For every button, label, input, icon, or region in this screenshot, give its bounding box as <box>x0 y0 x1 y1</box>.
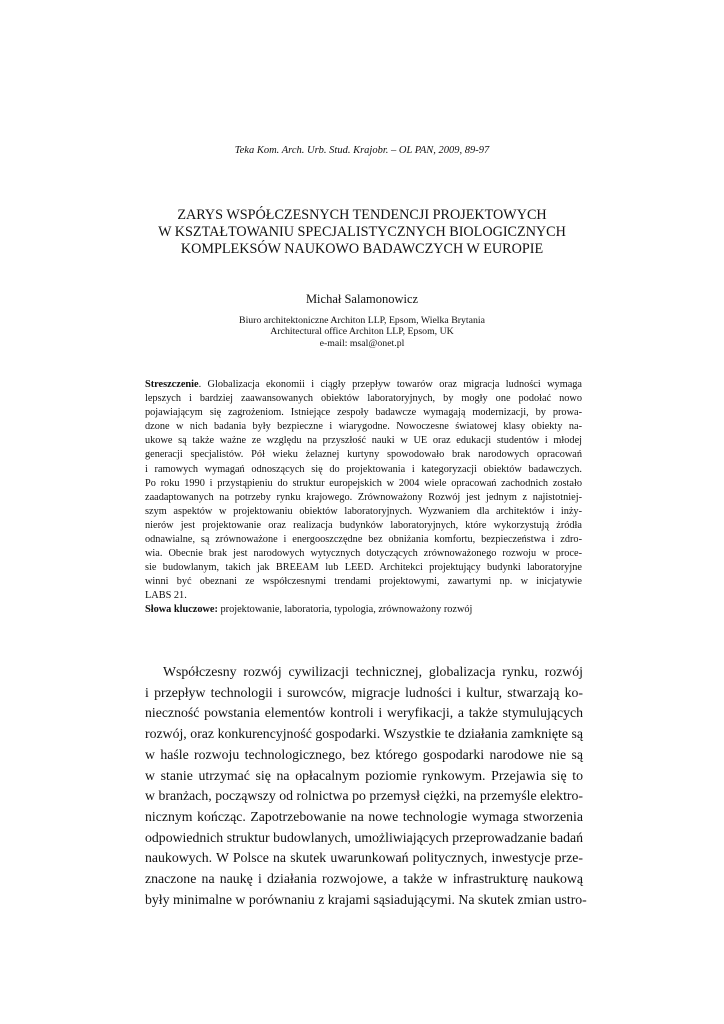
abstract-line: generacji specjalistów. Pół wieku żelaznej kurtyny spowodowało brak narodowych opracowań <box>145 449 582 461</box>
abstract-line <box>145 378 582 392</box>
abstract-line: wia. Obecnie brak jest narodowych wytycznych dotyczących zrównoważonego rozwoju w proce- <box>145 548 582 560</box>
keywords <box>145 603 582 617</box>
body-line: w haśle rozwoju technologicznego, bez którego gospodarki narodowe nie są <box>145 746 583 762</box>
author-affiliation <box>0 315 724 349</box>
body-line: rozwój, oraz konkurencyjność gospodarki. Wszystkie te działania zamknięte są <box>145 726 583 742</box>
abstract-line-text: . Globalizacja ekonomii i ciągły przepływ towarów oraz migracja ludności wymaga <box>198 379 582 390</box>
affiliation-line: Architectural office Architon LLP, Epsom, UK <box>270 326 454 338</box>
abstract-line: lepszych i bardziej zaawansowanych obiektów laboratoryjnych, by mogły one podołać nowo <box>145 393 582 405</box>
abstract-label: Streszczenie <box>145 379 199 390</box>
abstract-line: pojawiającym się zagrożeniom. Istniejące zespoły badawcze wymagają modernizacji, by prowa- <box>145 407 582 419</box>
title-line: KOMPLEKSÓW NAUKOWO BADAWCZYCH W EUROPIE <box>180 241 544 257</box>
abstract-line: i ramowych wymagań odnoszących się do projektowania i kategoryzacji obiektów badawczych. <box>145 463 582 475</box>
body-line: znaczone na naukę i działania rozwojowe, a także w infrastrukturę naukową <box>145 871 583 887</box>
body-line: w branżach, począwszy od rolnictwa po przemysł ciężki, na przemyśle elektro- <box>145 788 583 804</box>
body-line: Współczesny rozwój cywilizacji technicznej, globalizacja rynku, rozwój <box>163 664 583 679</box>
abstract-line: Po roku 1990 i przystąpieniu do struktur europejskich w 2004 wiele opracowań zachodnich zostało <box>145 477 582 489</box>
title-line: ZARYS WSPÓŁCZESNYCH TENDENCJI PROJEKTOWYCH <box>177 207 547 223</box>
journal-citation: Teka Kom. Arch. Urb. Stud. Krajobr. – OL PAN, 2009, 89-97 <box>234 145 490 156</box>
affiliation-line: Biuro architektoniczne Architon LLP, Epsom, Wielka Brytania <box>239 315 485 326</box>
article-title <box>100 207 624 258</box>
body-line: nicznym kończąc. Zapotrzebowanie na nowe technologie wymaga stworzenia <box>145 808 583 824</box>
abstract-line: dzone w nich badania były bezpieczne i wiarygodne. Nowoczesne światowej klasy obiekty na- <box>145 421 582 433</box>
body-line: były minimalne w porównaniu z krajami sąsiadującymi. Na skutek zmian ustro- <box>145 891 587 907</box>
body-line: nieczność powstania elementów kontroli i weryfikacji, a także stymulujących <box>145 705 583 721</box>
title-line: W KSZTAŁTOWANIU SPECJALISTYCZNYCH BIOLOGICZNYCH <box>158 224 566 240</box>
keywords-label: Słowa kluczowe: <box>145 604 218 615</box>
keywords-text: projektowanie, laboratoria, typologia, zrównoważony rozwój <box>217 604 473 615</box>
body-line: w stanie utrzymać się na opłacalnym poziomie rynkowym. Przejawia się to <box>145 767 583 783</box>
affiliation-email: e-mail: msal@onet.pl <box>319 337 405 349</box>
body-text <box>145 662 587 910</box>
author-name: Michał Salamonowicz <box>305 292 419 306</box>
abstract-line: winni być obeznani ze współczesnymi trendami projektowymi, zawartymi np. w inicjatywie <box>145 576 582 588</box>
abstract-line: LABS 21. <box>145 590 187 602</box>
abstract <box>145 378 582 604</box>
abstract-line: sie budowlanym, takich jak BREEAM lub LEED. Architekci projektujący budynki laboratoryjne <box>145 562 582 574</box>
body-line: odpowiednich struktur budowlanych, umożliwiających przeprowadzanie badań <box>145 829 583 845</box>
body-line: naukowych. W Polsce na skutek uwarunkowań politycznych, inwestycje prze- <box>145 850 583 866</box>
body-line: i przepływ technologii i surowców, migracje ludności i kultur, stwarzają ko- <box>145 684 583 700</box>
abstract-line: odnawialne, są zrównoważone i energooszczędne bez obniżania komfortu, bezpieczeństwa i zdro- <box>145 534 582 546</box>
abstract-line: ukowe są także ważne ze względu na przyszłość nauki w UE oraz edukacji studentów i młodej <box>145 435 582 447</box>
abstract-line: szym aspektów w projektowaniu obiektów laboratoryjnych. Wyzwaniem dla architektów i inży- <box>145 505 582 517</box>
abstract-line: nierów jest projektowanie oraz realizacja budynków laboratoryjnych, które wykorzystują źródła <box>145 519 582 531</box>
abstract-line: zaadaptowanych na potrzeby rynku krajowego. Zrównoważony Rozwój jest jednym z najistotniej- <box>145 491 582 503</box>
